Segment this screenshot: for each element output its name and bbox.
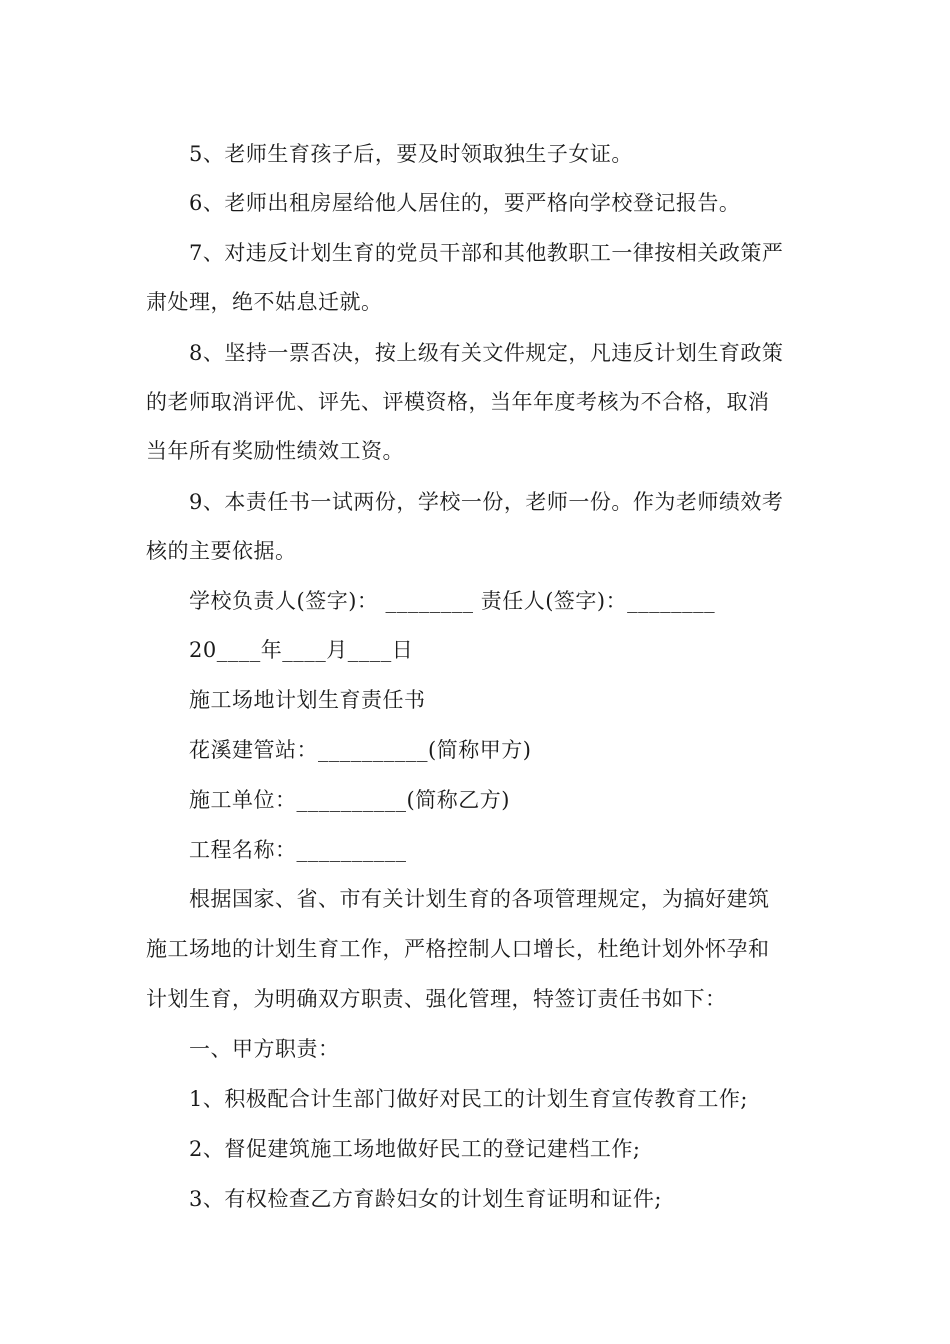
duty-1: 1、积极配合计生部门做好对民工的计划生育宣传教育工作; xyxy=(189,1087,748,1111)
intro-line-1: 根据国家、省、市有关计划生育的各项管理规定，为搞好建筑 xyxy=(189,887,770,911)
party-a-line: 花溪建管站：__________(简称甲方) xyxy=(189,738,532,762)
item-8-line-3: 当年所有奖励性绩效工资。 xyxy=(146,439,404,463)
date-line: 20____年____月____日 xyxy=(189,638,414,662)
item-8-line-1: 8、坚持一票否决，按上级有关文件规定，凡违反计划生育政策 xyxy=(189,341,784,365)
item-5: 5、老师生育孩子后，要及时领取独生子女证。 xyxy=(189,142,633,166)
item-7-line-1: 7、对违反计划生育的党员干部和其他教职工一律按相关政策严 xyxy=(189,241,784,265)
intro-line-2: 施工场地的计划生育工作，严格控制人口增长，杜绝计划外怀孕和 xyxy=(146,937,770,961)
item-9-line-1: 9、本责任书一试两份，学校一份，老师一份。作为老师绩效考 xyxy=(189,490,784,514)
item-7-line-2: 肃处理，绝不姑息迁就。 xyxy=(146,290,383,314)
duty-3: 3、有权检查乙方育龄妇女的计划生育证明和证件; xyxy=(189,1187,662,1211)
item-9-line-2: 核的主要依据。 xyxy=(146,539,297,563)
section-title: 施工场地计划生育责任书 xyxy=(189,688,426,712)
duty-2: 2、督促建筑施工场地做好民工的登记建档工作; xyxy=(189,1137,641,1161)
party-b-line: 施工单位：__________(简称乙方) xyxy=(189,788,510,812)
item-6: 6、老师出租房屋给他人居住的，要严格向学校登记报告。 xyxy=(189,191,741,215)
signature-line: 学校负责人(签字)： ________ 责任人(签字)：________ xyxy=(189,589,716,613)
heading-party-a-duties: 一、甲方职责： xyxy=(189,1037,340,1061)
intro-line-3: 计划生育，为明确双方职责、强化管理，特签订责任书如下： xyxy=(146,987,727,1011)
item-8-line-2: 的老师取消评优、评先、评模资格，当年年度考核为不合格，取消 xyxy=(146,390,770,414)
project-name-line: 工程名称：__________ xyxy=(189,838,407,862)
